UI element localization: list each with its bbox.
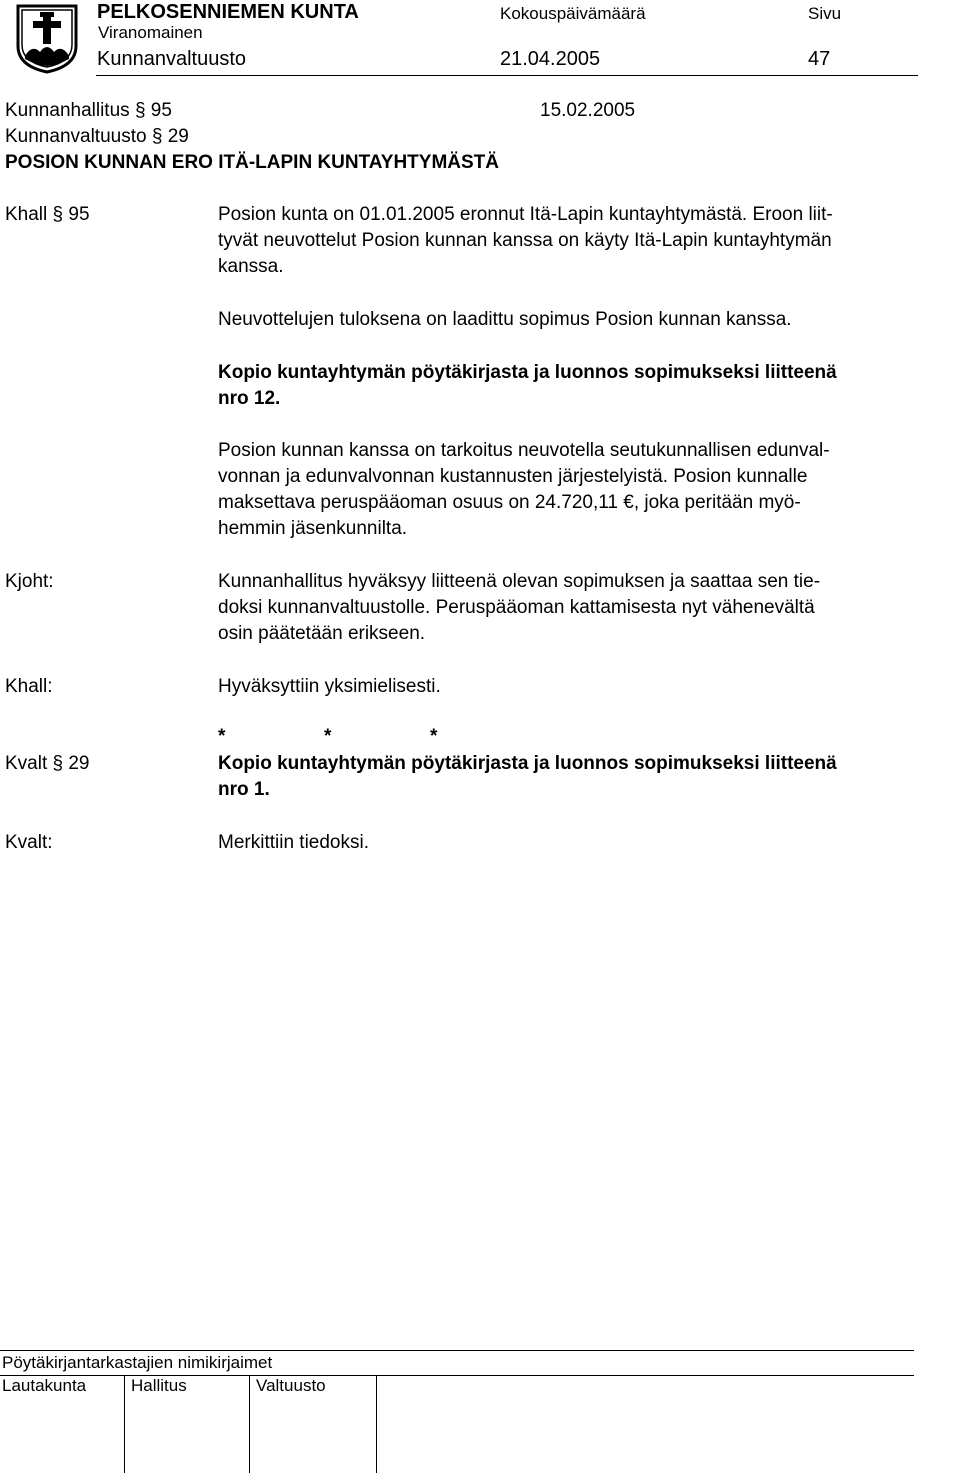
- reference-line-2: [5, 124, 189, 150]
- reference-body: Kunnanhallitus: [5, 100, 130, 121]
- signature-cell-valtuusto: Valtuusto: [250, 1375, 377, 1473]
- page-label: Sivu: [808, 4, 842, 23]
- kvalt-decision-text: Merkittiin tiedoksi.: [218, 832, 369, 853]
- khall-paragraph-2: Neuvottelujen tuloksena on laadittu sopimus Posion kunnan kanssa.: [218, 309, 792, 330]
- khall-paragraph-1: Posion kunta on 01.01.2005 eronnut Itä-Lapin kuntayhtymästä. Eroon liit- tyvät neuvottelut Posion kunnan kanssa on käyty Itä-Lapin kuntayhtymän kanssa.: [218, 204, 833, 277]
- reference-section: § 95: [134, 100, 172, 121]
- footer-title: Pöytäkirjantarkastajien nimikirjaimet: [2, 1353, 273, 1372]
- kvalt-decision-label: Kvalt:: [5, 832, 53, 853]
- khall-decision-text: Hyväksyttiin yksimielisesti.: [218, 676, 441, 697]
- signature-cell-lautakunta: Lautakunta: [0, 1375, 125, 1473]
- document-title: POSION KUNNAN ERO ITÄ-LAPIN KUNTAYHTYMÄSTÄ: [5, 152, 500, 173]
- meeting-date-label: Kokouspäivämäärä: [500, 4, 646, 23]
- authority-label: Viranomainen: [98, 23, 203, 42]
- separator-star-1: *: [218, 726, 226, 747]
- signature-cell-hallitus: Hallitus: [125, 1375, 250, 1473]
- authority-body-name: Kunnanvaltuusto: [97, 48, 247, 70]
- page-number: 47: [808, 48, 831, 70]
- organization-name: PELKOSENNIEMEN KUNTA: [97, 1, 359, 23]
- reference-line-1: [5, 98, 172, 124]
- kjoht-label: Kjoht:: [5, 571, 54, 592]
- separator-star-3: *: [430, 726, 438, 747]
- municipal-crest-icon: [16, 4, 78, 74]
- khall-section-label: Khall § 95: [5, 204, 90, 225]
- footer-divider: [0, 1350, 914, 1351]
- meeting-date: 21.04.2005: [500, 48, 601, 70]
- signature-table: [0, 1375, 377, 1473]
- kvalt-attachment-note: Kopio kuntayhtymän pöytäkirjasta ja luonnos sopimukseksi liitteenä nro 1.: [218, 753, 837, 800]
- khall-paragraph-3: Posion kunnan kanssa on tarkoitus neuvotella seutukunnallisen edunval- vonnan ja edunvalvonnan kustannusten järjestelyistä. Posion kunnalle maksettava peruspääoman osuus on 24.720,11 €, joka peritään myö- hemmin jäsenkunnilta.: [218, 440, 830, 539]
- header-divider: [96, 75, 918, 76]
- reference-date: 15.02.2005: [540, 100, 636, 121]
- khall-decision-label: Khall:: [5, 676, 53, 697]
- reference-body: Kunnanvaltuusto: [5, 126, 147, 147]
- kvalt-section-label: Kvalt § 29: [5, 753, 90, 774]
- khall-attachment-note: Kopio kuntayhtymän pöytäkirjasta ja luonnos sopimukseksi liitteenä nro 12.: [218, 362, 837, 409]
- separator-star-2: *: [324, 726, 332, 747]
- kjoht-proposal: Kunnanhallitus hyväksyy liitteenä olevan sopimuksen ja saattaa sen tie- doksi kunnanvaltuustolle. Peruspääoman kattamisesta nyt vähenevältä osin päätetään erikseen.: [218, 571, 821, 644]
- reference-section: § 29: [151, 126, 189, 147]
